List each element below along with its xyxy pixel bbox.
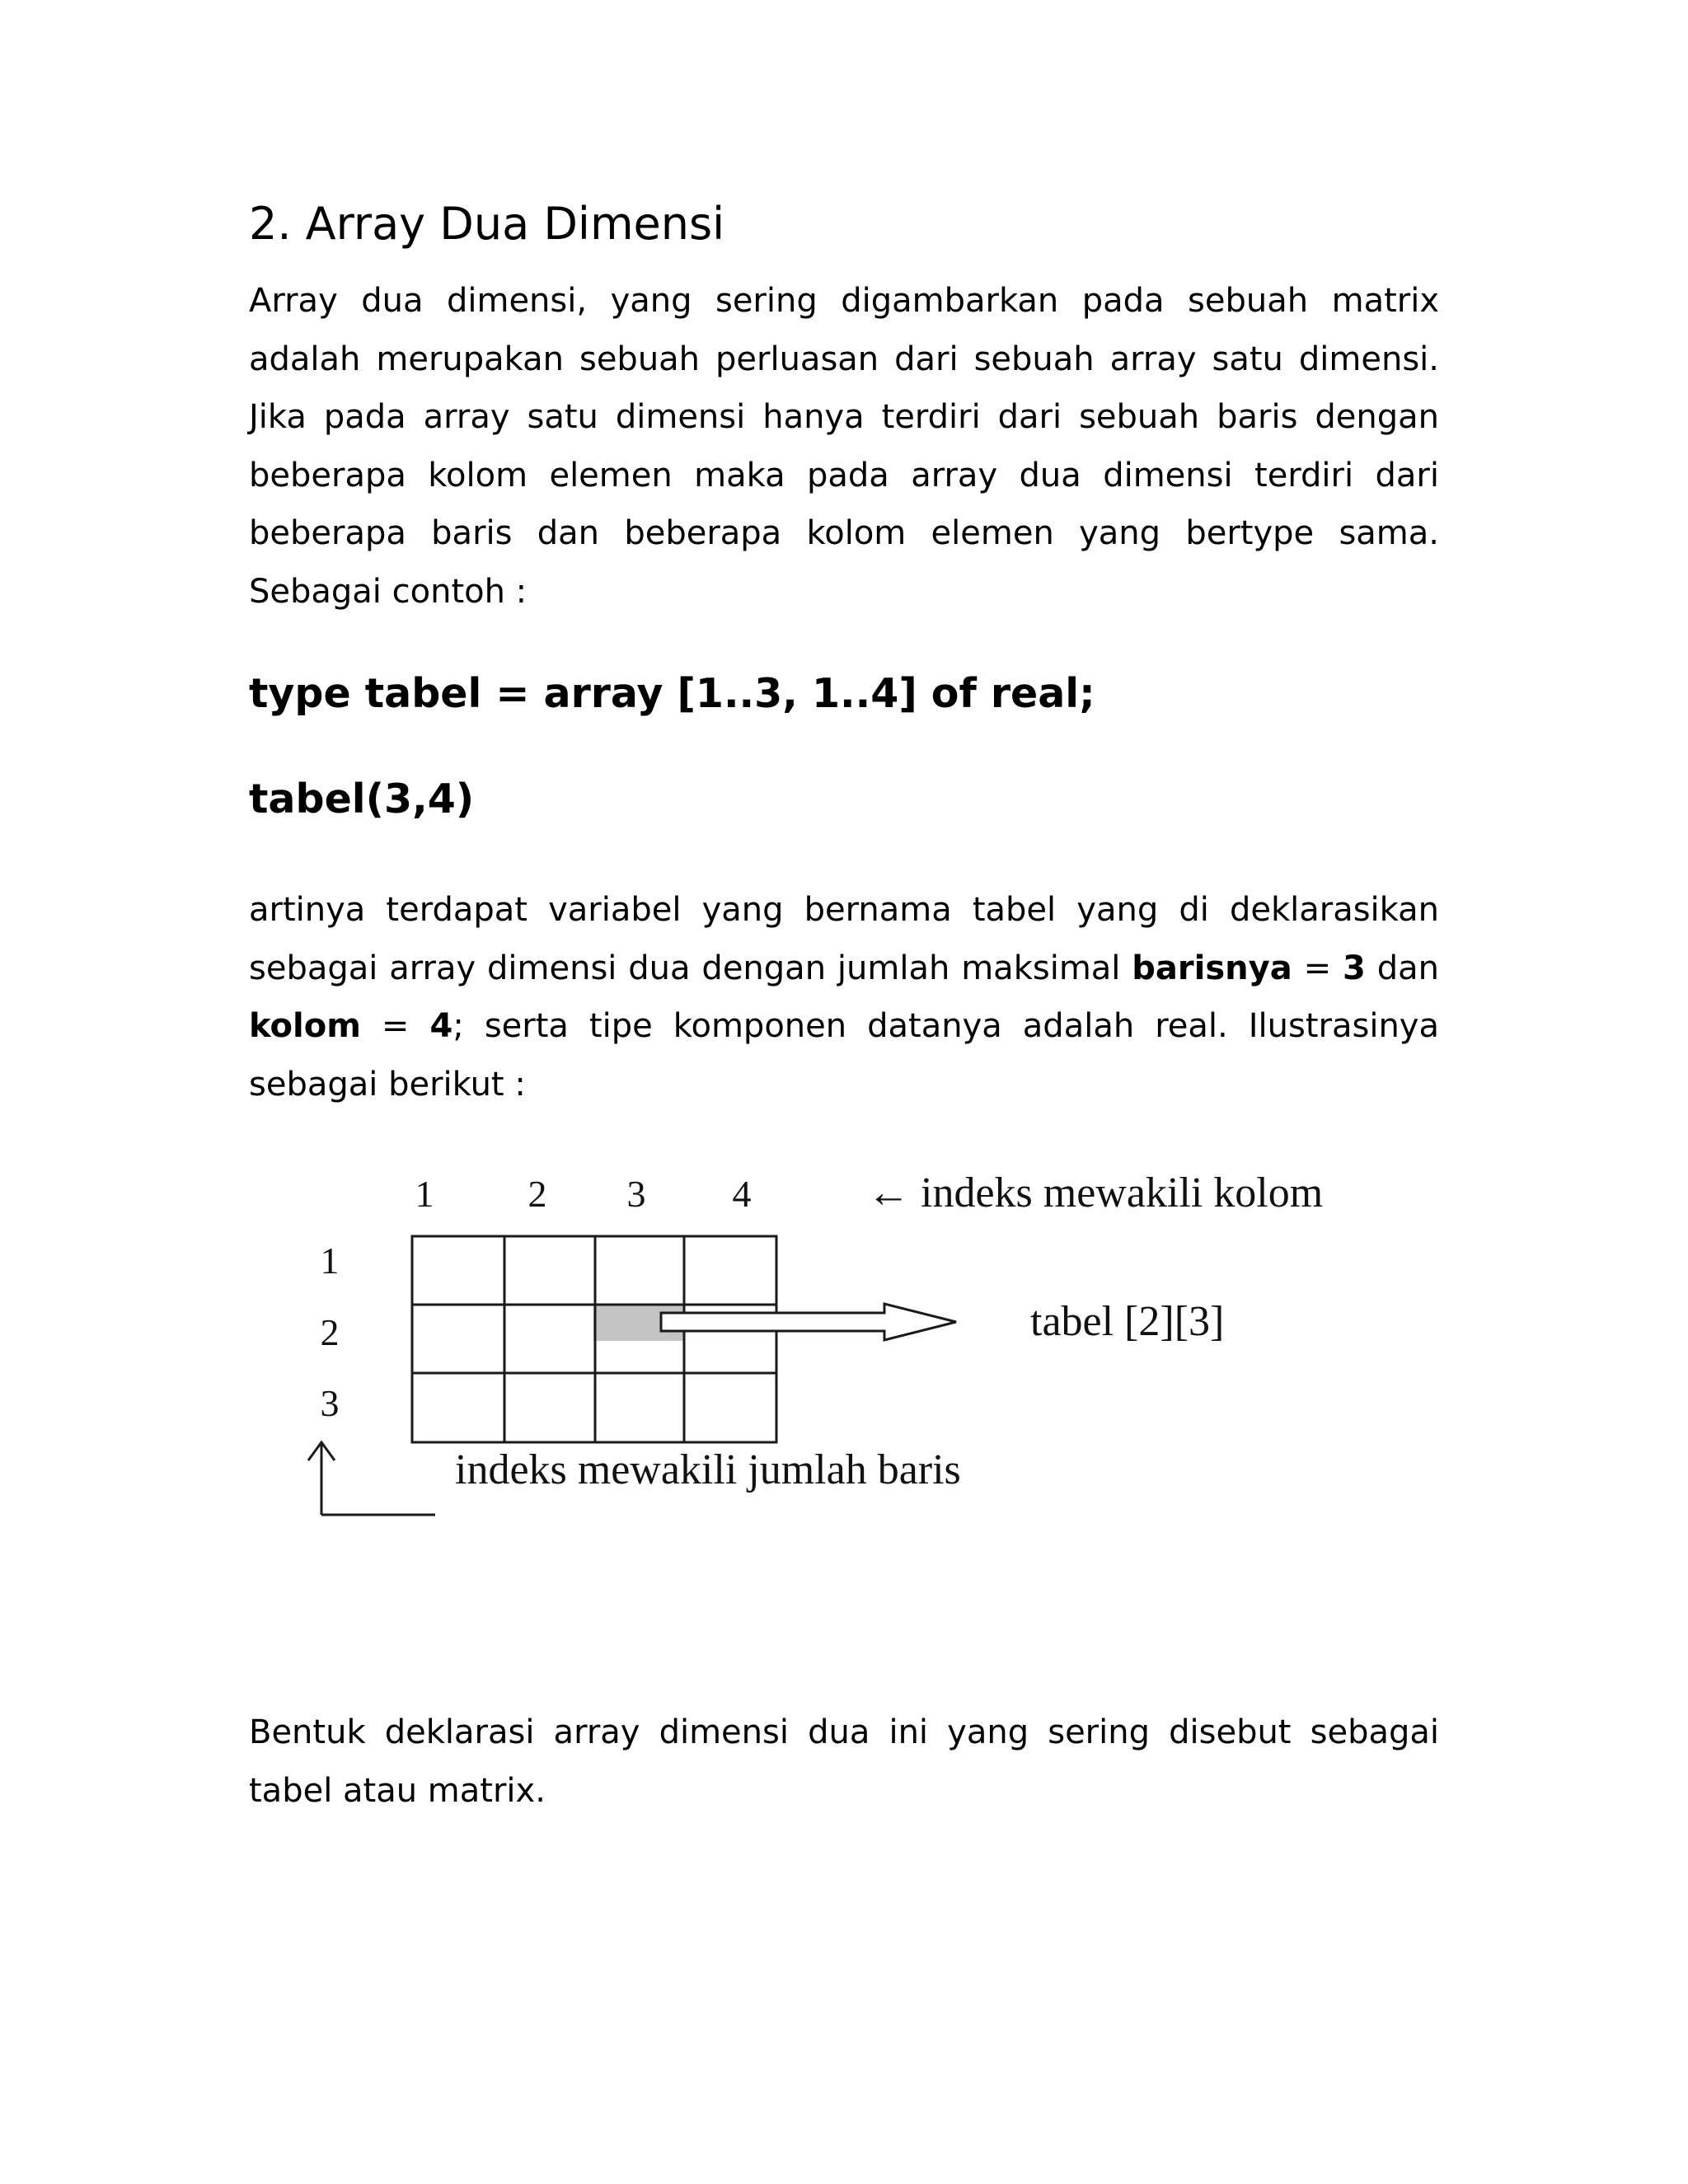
explanation-text-2: = xyxy=(1292,949,1343,987)
explanation-text-4: = xyxy=(360,1007,430,1045)
element-label: tabel [2][3] xyxy=(1030,1298,1225,1345)
explanation-text-5: ; serta tipe komponen datanya adalah real. Ilustrasinya sebagai berikut : xyxy=(249,1007,1439,1104)
column-index: 1 xyxy=(415,1173,434,1215)
document-page xyxy=(249,194,1439,1113)
intro-paragraph: Array dua dimensi, yang sering digambarkan pada sebuah matrix adalah merupakan sebuah perluasan dari sebuah array satu dimensi. Jika pada array satu dimensi hanya terdiri dari sebuah baris dengan beberapa kolom elemen maka pada array dua dimensi terdiri dari beberapa baris dan beberapa kolom elemen yang bertype sama. Sebagai contoh : xyxy=(249,282,1439,611)
column-index: 3 xyxy=(626,1173,646,1215)
up-arrow-icon xyxy=(308,1442,435,1515)
array-grid xyxy=(412,1236,776,1442)
row-index-label: indeks mewakili jumlah baris xyxy=(455,1446,961,1493)
code-example: tabel(3,4) xyxy=(249,776,475,823)
row-index: 2 xyxy=(320,1311,340,1353)
explanation-bold-rows-value: 3 xyxy=(1343,949,1366,987)
explanation-text-3: dan xyxy=(1365,949,1439,987)
row-index: 3 xyxy=(320,1382,340,1424)
array-illustration xyxy=(297,1154,1409,1549)
column-index: 2 xyxy=(528,1173,547,1215)
explanation-text-1: artinya terdapat variabel yang bernama tabel yang di deklarasikan sebagai array dimensi dua dengan jumlah maksimal xyxy=(249,891,1439,987)
explanation-paragraph xyxy=(249,881,1439,1113)
explanation-bold-columns-value: 4 xyxy=(429,1007,453,1045)
closing-paragraph: Bentuk deklarasi array dimensi dua ini yang sering disebut sebagai tabel atau matrix. xyxy=(249,1713,1439,1810)
column-index-label: ← indeks mewakili kolom xyxy=(867,1169,1324,1216)
pointer-arrow-icon xyxy=(661,1304,956,1340)
code-declaration: type tabel = array [1..3, 1..4] of real; xyxy=(249,670,1095,717)
explanation-bold-columns: kolom xyxy=(249,1007,361,1045)
row-index: 1 xyxy=(320,1240,340,1282)
section-heading: 2. Array Dua Dimensi xyxy=(249,198,725,250)
array-diagram xyxy=(297,1154,1409,1549)
explanation-bold-rows: barisnya xyxy=(1132,949,1292,987)
column-index: 4 xyxy=(732,1173,752,1215)
